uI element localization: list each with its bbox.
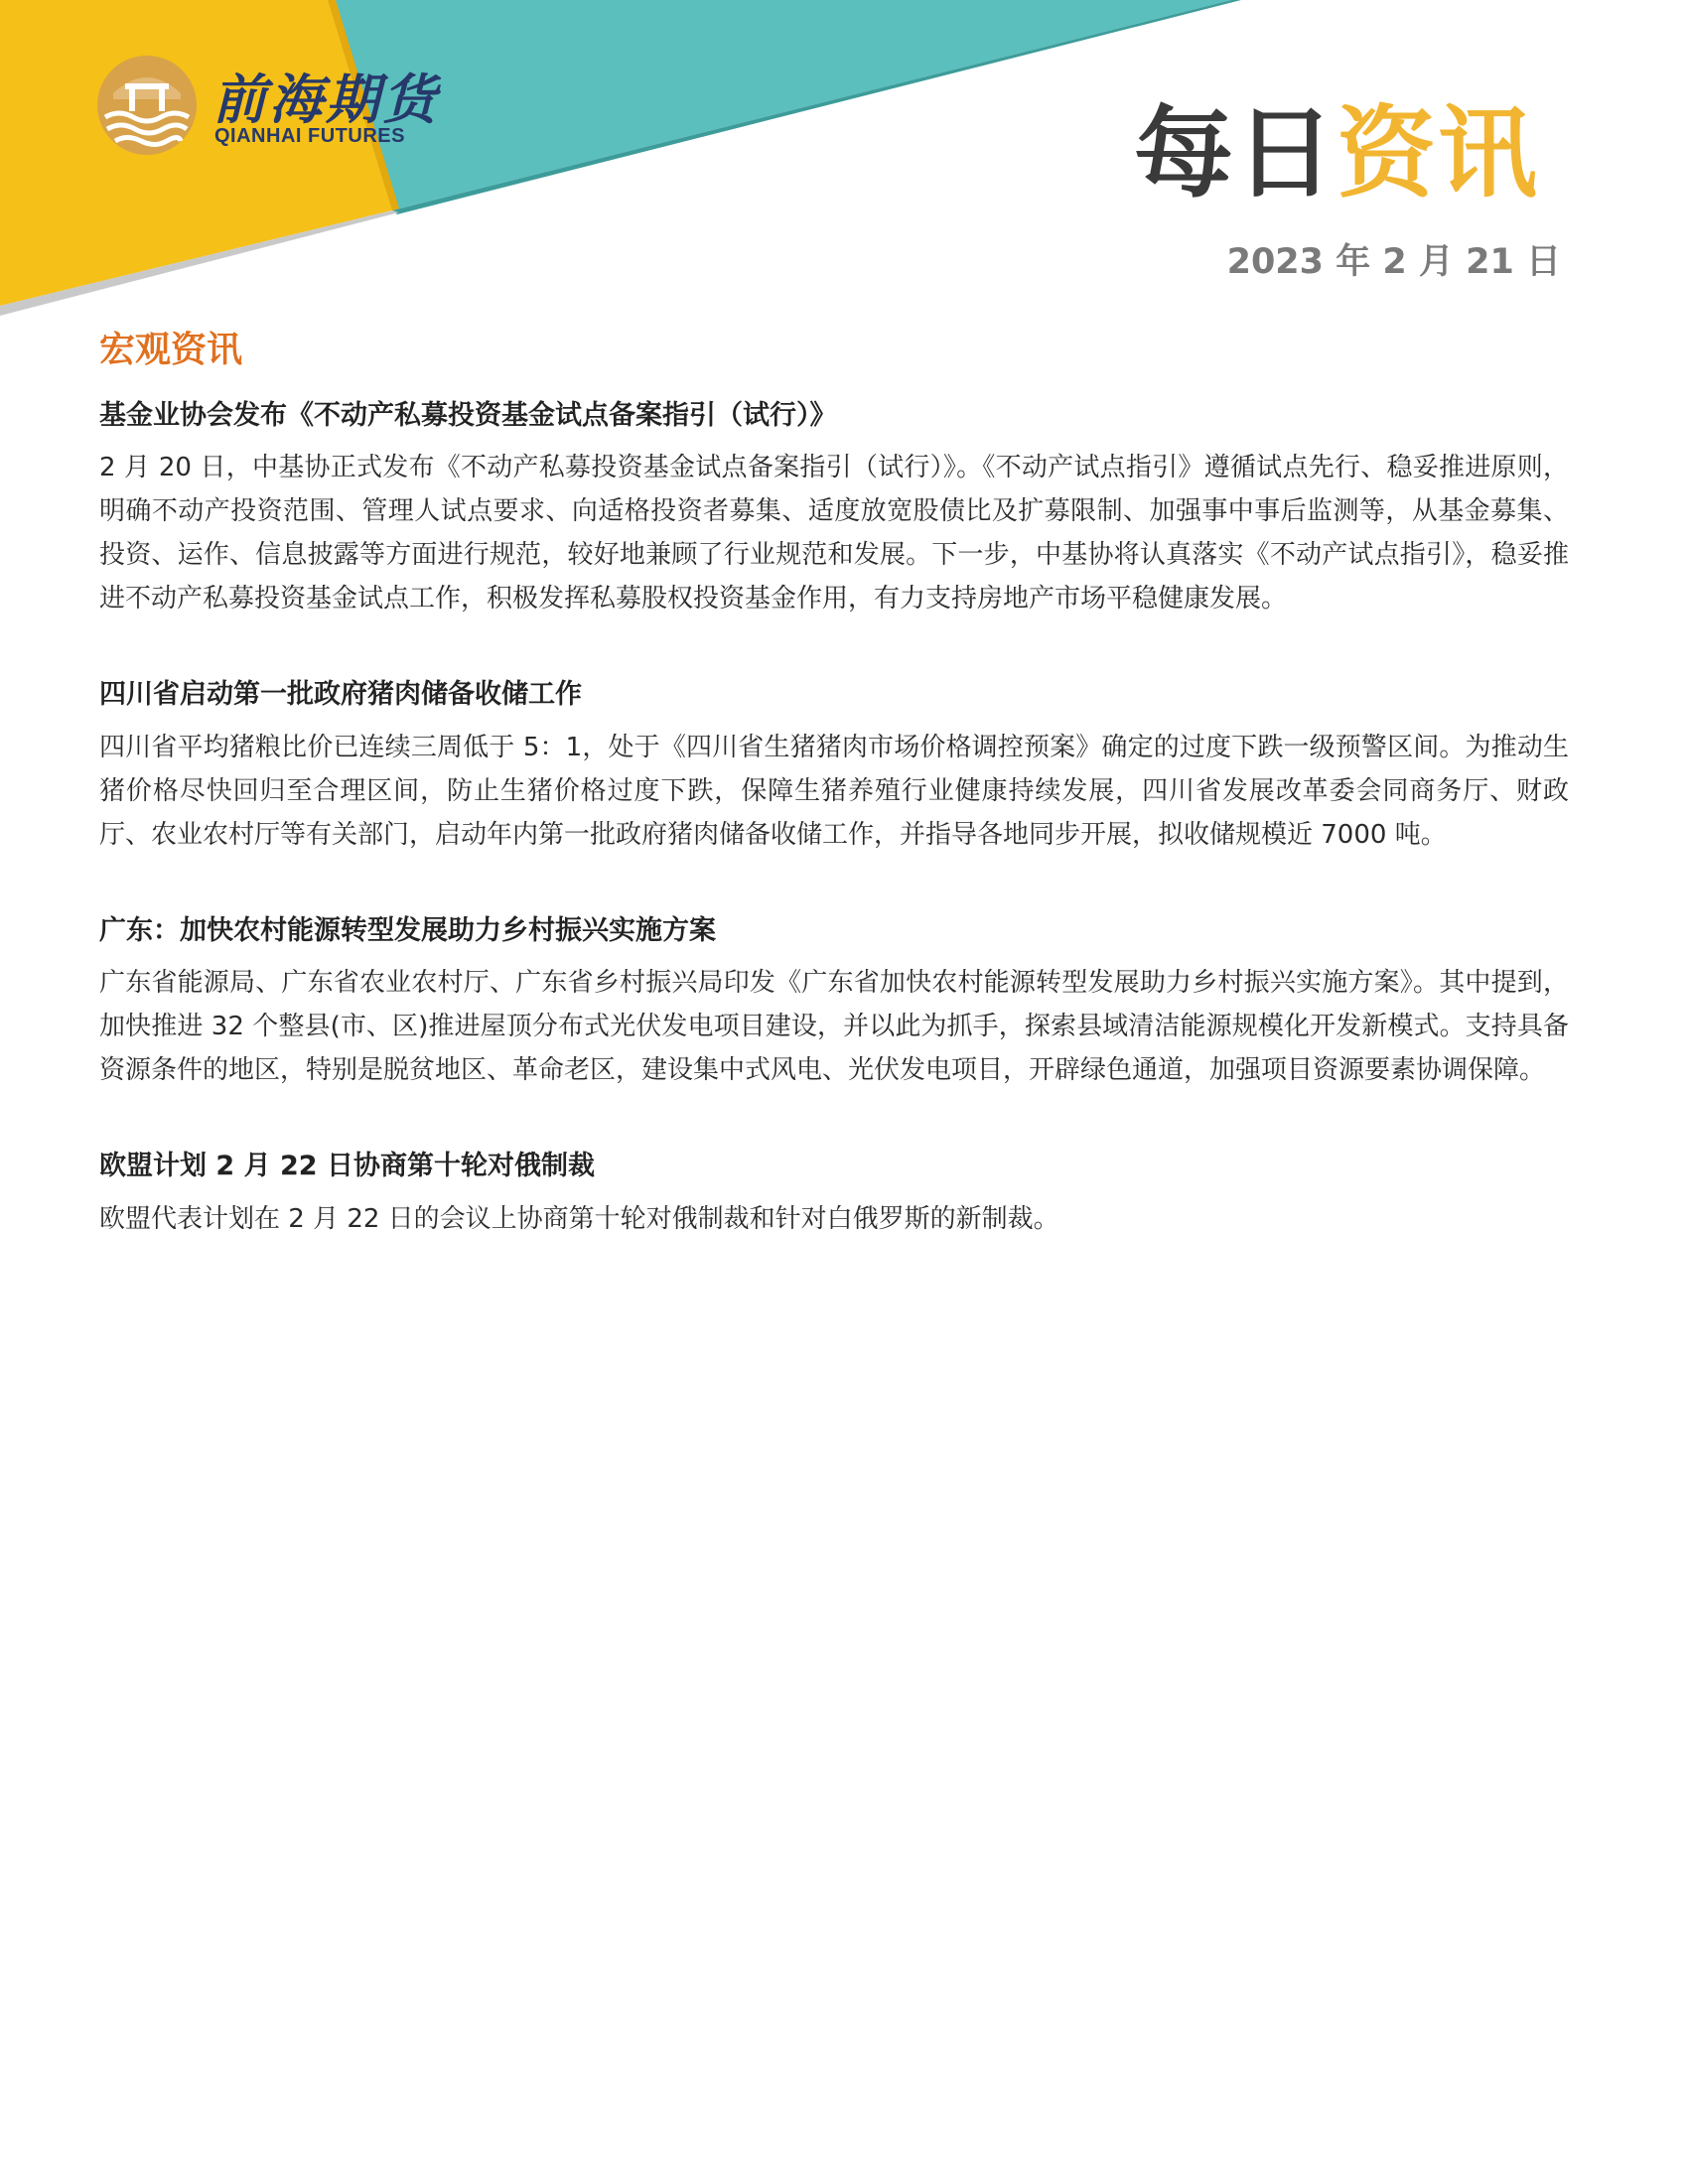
page-title bbox=[1134, 95, 1539, 211]
article bbox=[99, 1147, 1569, 1241]
section-title: 宏观资讯 bbox=[99, 330, 243, 370]
article-body: 欧盟代表计划在 2 月 22 日的会议上协商第十轮对俄制裁和针对白俄罗斯的新制裁。 bbox=[99, 1203, 1059, 1234]
logo-name-cn: 前海期货 bbox=[212, 68, 439, 131]
main-content bbox=[99, 328, 1569, 1296]
article bbox=[99, 396, 1569, 621]
article bbox=[99, 911, 1569, 1093]
page-title-part1: 每日 bbox=[1134, 95, 1336, 211]
logo-name-en: QIANHAI FUTURES bbox=[214, 125, 405, 147]
article-title: 广东：加快农村能源转型发展助力乡村振兴实施方案 bbox=[99, 914, 716, 946]
company-logo bbox=[95, 54, 453, 163]
article-body: 2 月 20 日，中基协正式发布《不动产私募投资基金试点备案指引（试行）》。《不动产试点指引》遵循试点先行、稳妥推进原则，明确不动产投资范围、管理人试点要求、向适格投资者募集、适度放宽股债比及扩募限制、加强事中事后监测等，从基金募集、投资、运作、信息披露等方面进行规范，较好地兼顾了行业规范和发展。下一步，中基协将认真落实《不动产试点指引》，稳妥推进不动产私募投资基金试点工作，积极发挥私募股权投资基金作用，有力支持房地产市场平稳健康发展。 bbox=[99, 453, 1569, 614]
article-title: 基金业协会发布《不动产私募投资基金试点备案指引（试行）》 bbox=[99, 399, 837, 431]
article bbox=[99, 675, 1569, 857]
page-title-part2: 资讯 bbox=[1336, 95, 1539, 211]
publish-date: 2023 年 2 月 21 日 bbox=[1226, 242, 1561, 282]
article-title: 欧盟计划 2 月 22 日协商第十轮对俄制裁 bbox=[99, 1151, 595, 1182]
sun-over-waves-icon bbox=[95, 54, 199, 157]
article-body: 四川省平均猪粮比价已连续三周低于 5：1，处于《四川省生猪猪肉市场价格调控预案》确定的过度下跌一级预警区间。为推动生猪价格尽快回归至合理区间，防止生猪价格过度下跌，保障生猪养殖行业健康持续发展，四川省发展改革委会同商务厅、财政厅、农业农村厅等有关部门，启动年内第一批政府猪肉储备收储工作，并指导各地同步开展，拟收储规模近 7000 吨。 bbox=[99, 732, 1569, 850]
header-teal-band bbox=[328, 0, 1231, 210]
article-title: 四川省启动第一批政府猪肉储备收储工作 bbox=[99, 679, 582, 711]
article-body: 广东省能源局、广东省农业农村厅、广东省乡村振兴局印发《广东省加快农村能源转型发展助力乡村振兴实施方案》。其中提到，加快推进 32 个整县(市、区)推进屋顶分布式光伏发电项目建设，并以此为抓手，探索县域清洁能源规模化开发新模式。支持具备资源条件的地区，特别是脱贫地区、革命老区，建设集中式风电、光伏发电项目，开辟绿色通道，加强项目资源要素协调保障。 bbox=[99, 968, 1569, 1086]
